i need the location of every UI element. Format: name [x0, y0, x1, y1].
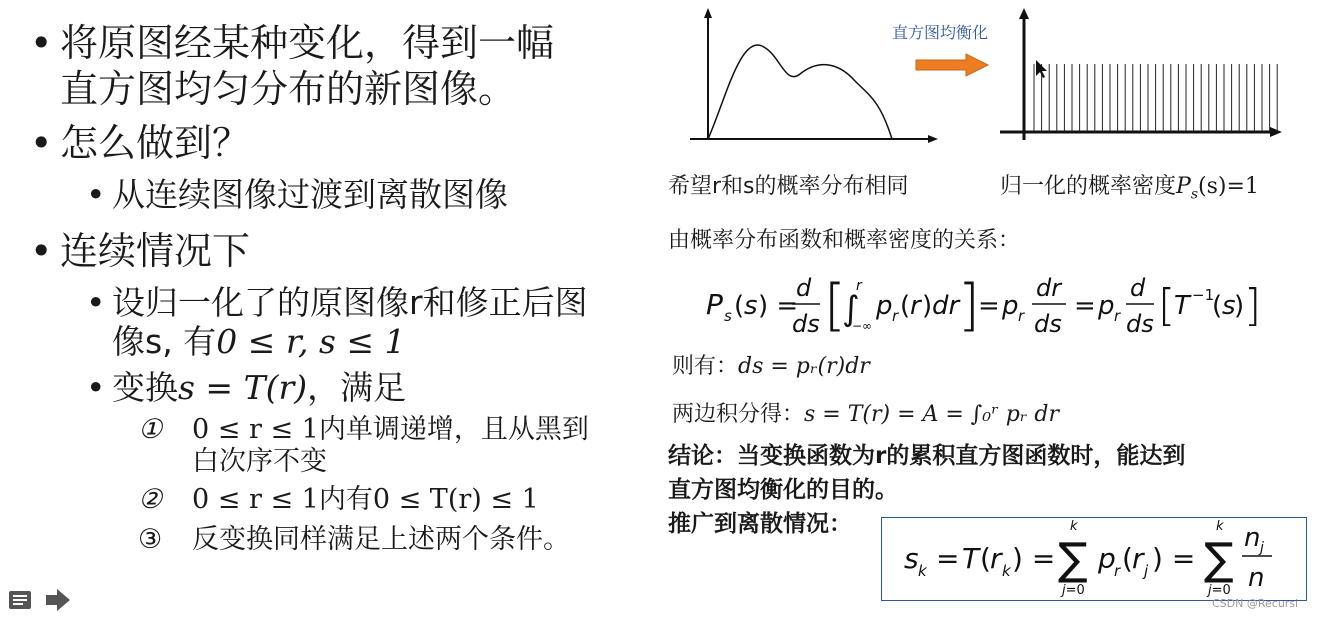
- circle-mark-2: ②: [138, 484, 163, 515]
- svg-text:p: p: [1098, 542, 1116, 575]
- svg-text:s: s: [1222, 291, 1236, 321]
- bullet-3-sub-2: [112, 368, 406, 408]
- svg-text:]: ]: [958, 273, 980, 338]
- sub-bullet-dot: •: [86, 175, 106, 214]
- condition-1-line-2: 白次序不变: [192, 446, 327, 477]
- svg-text:ds: ds: [1034, 310, 1062, 338]
- svg-text:(: (: [980, 542, 991, 575]
- svg-text:ds: ds: [1126, 310, 1154, 338]
- caption-right-sub: s: [1190, 186, 1199, 203]
- svg-text:T: T: [1174, 291, 1190, 321]
- caption-right-p: P: [1176, 174, 1191, 199]
- svg-text:r: r: [910, 291, 921, 321]
- generalize-label: 推广到离散情况：: [668, 511, 852, 537]
- bullet-dot: •: [30, 229, 53, 273]
- svg-text:s: s: [904, 542, 919, 575]
- svg-text:d: d: [1130, 274, 1146, 302]
- svg-text:dr: dr: [1036, 274, 1062, 302]
- svg-text:=: =: [978, 291, 1000, 321]
- condition-3: 反变换同样满足上述两个条件。: [192, 524, 570, 555]
- bullet-3-sub-1-line-2: [112, 322, 406, 362]
- then-label: 则有：: [672, 354, 739, 379]
- svg-text:d: d: [796, 274, 812, 302]
- svg-text:) =: ) =: [758, 291, 799, 321]
- svg-text:r: r: [1114, 307, 1121, 325]
- sub-bullet-dot: •: [86, 368, 106, 407]
- svg-text:r: r: [1018, 307, 1025, 325]
- formula-density: [700, 266, 1260, 342]
- caption-right-eq: (s)=1: [1198, 174, 1259, 199]
- svg-text:p: p: [1098, 291, 1115, 321]
- math-transform: s = T(r): [178, 368, 308, 407]
- svg-text:p: p: [876, 291, 893, 321]
- svg-text:]: ]: [1244, 280, 1260, 331]
- circle-mark-1: ①: [138, 414, 163, 445]
- svg-text:[: [: [824, 273, 846, 338]
- text-prefix: 像s, 有: [112, 322, 217, 361]
- svg-text:[: [: [1158, 280, 1176, 331]
- condition-2: [192, 484, 539, 516]
- formula-density-render: [700, 266, 1260, 342]
- arrow-right-icon[interactable]: [44, 588, 72, 612]
- integrate-math: s = T(r) = A = ∫₀ʳ pᵣ dr: [804, 402, 1060, 427]
- svg-text:T: T: [962, 542, 980, 575]
- conclusion-line-2: 直方图均衡化的目的。: [668, 477, 898, 503]
- math-range: 0 ≤ r, s ≤ 1: [216, 322, 406, 361]
- text-prefix: 变换: [112, 368, 178, 407]
- text-c1: 内单调递增，且从黑到: [318, 414, 589, 445]
- histogram-bars: [1034, 64, 1277, 132]
- svg-text:): ): [1234, 291, 1245, 321]
- math-c2a: 0 ≤ r ≤ 1: [192, 484, 319, 515]
- svg-text:r: r: [856, 278, 862, 294]
- integrate-label: 两边积分得：: [672, 402, 805, 427]
- svg-text:) =: ) =: [1152, 542, 1196, 575]
- svg-text:j=0: j=0: [1062, 583, 1085, 598]
- bullet-3: 连续情况下: [60, 229, 251, 273]
- svg-text:p: p: [1002, 291, 1019, 321]
- discrete-formula-render: [882, 518, 1304, 600]
- svg-text:k: k: [1070, 519, 1078, 534]
- condition-1-line-1: [192, 414, 589, 446]
- svg-text:r: r: [990, 542, 1002, 575]
- svg-text:−∞: −∞: [852, 319, 873, 333]
- math-c1: 0 ≤ r ≤ 1: [192, 414, 319, 445]
- then-line: [672, 352, 870, 382]
- svg-text:k: k: [1002, 562, 1011, 580]
- integrate-line: [672, 400, 1059, 430]
- x-axis-arrowhead: [928, 135, 938, 143]
- svg-text:ds: ds: [792, 310, 820, 338]
- histogram-curve: [708, 45, 892, 139]
- svg-text:(: (: [1122, 542, 1133, 575]
- svg-text:∑: ∑: [1058, 534, 1088, 585]
- svg-text:=: =: [1074, 291, 1096, 321]
- svg-text:j: j: [1260, 540, 1264, 556]
- bullet-dot: •: [30, 21, 53, 65]
- svg-text:k: k: [1216, 519, 1224, 534]
- caption-right: [1000, 172, 1259, 209]
- svg-text:r: r: [892, 307, 899, 325]
- svg-text:=: =: [936, 542, 960, 575]
- caption-left: 希望r和s的概率分布相同: [668, 174, 909, 199]
- bullet-dot: •: [30, 121, 53, 165]
- text-suffix: ，满足: [307, 368, 407, 407]
- sub-bullet-dot: •: [86, 283, 106, 322]
- bullet-1-line-2: 直方图均匀分布的新图像。: [60, 67, 517, 111]
- bullet-1-line-1: 将原图经某种变化，得到一幅: [60, 21, 555, 65]
- svg-text:n: n: [1248, 563, 1265, 593]
- svg-text:P: P: [706, 288, 723, 321]
- svg-text:(: (: [900, 291, 911, 321]
- svg-text:) =: ) =: [1012, 542, 1056, 575]
- circle-mark-3: ③: [138, 524, 163, 555]
- equalization-label: 直方图均衡化: [892, 23, 989, 42]
- equalized-histogram: [1000, 6, 1285, 146]
- svg-text:∑: ∑: [1204, 534, 1234, 585]
- relation-text: 由概率分布函数和概率密度的关系：: [668, 228, 1021, 253]
- discrete-formula-box: [881, 517, 1307, 601]
- then-math: ds = pᵣ(r)dr: [738, 354, 870, 379]
- svg-text:∫: ∫: [842, 289, 860, 329]
- svg-text:j=0: j=0: [1208, 583, 1231, 598]
- y-axis-arrowhead: [1019, 8, 1029, 19]
- math-c2b: 0 ≤ T(r) ≤ 1: [372, 484, 539, 515]
- caption-right-text: 归一化的概率密度: [1000, 174, 1177, 199]
- svg-text:s: s: [724, 307, 732, 325]
- svg-text:n: n: [1244, 523, 1261, 553]
- conclusion-line-1: 结论：当变换函数为r的累积直方图函数时，能达到: [668, 443, 1186, 469]
- svg-text:j: j: [1144, 562, 1149, 580]
- svg-text:k: k: [918, 562, 927, 580]
- bullet-3-sub-1-line-1: 设归一化了的原图像r和修正后图: [112, 283, 588, 322]
- x-axis-arrowhead: [1270, 127, 1282, 137]
- svg-text:r: r: [1114, 562, 1121, 580]
- y-axis-arrowhead: [704, 8, 712, 18]
- csdn-watermark: CSDN @Recursi: [1212, 597, 1299, 610]
- bullet-2-sub: 从连续图像过渡到离散图像: [112, 175, 508, 214]
- transform-arrow-icon: [914, 52, 990, 78]
- svg-text:−1: −1: [1192, 286, 1215, 304]
- bullet-2: 怎么做到？: [60, 121, 251, 165]
- svg-text:r: r: [1132, 542, 1144, 575]
- text-c2: 内有: [318, 484, 373, 515]
- notes-icon[interactable]: [8, 590, 34, 610]
- svg-text:s: s: [744, 291, 758, 321]
- svg-text:(: (: [734, 291, 745, 321]
- svg-text:): ): [922, 291, 933, 321]
- svg-text:(: (: [1212, 291, 1223, 321]
- svg-text:dr: dr: [932, 291, 960, 321]
